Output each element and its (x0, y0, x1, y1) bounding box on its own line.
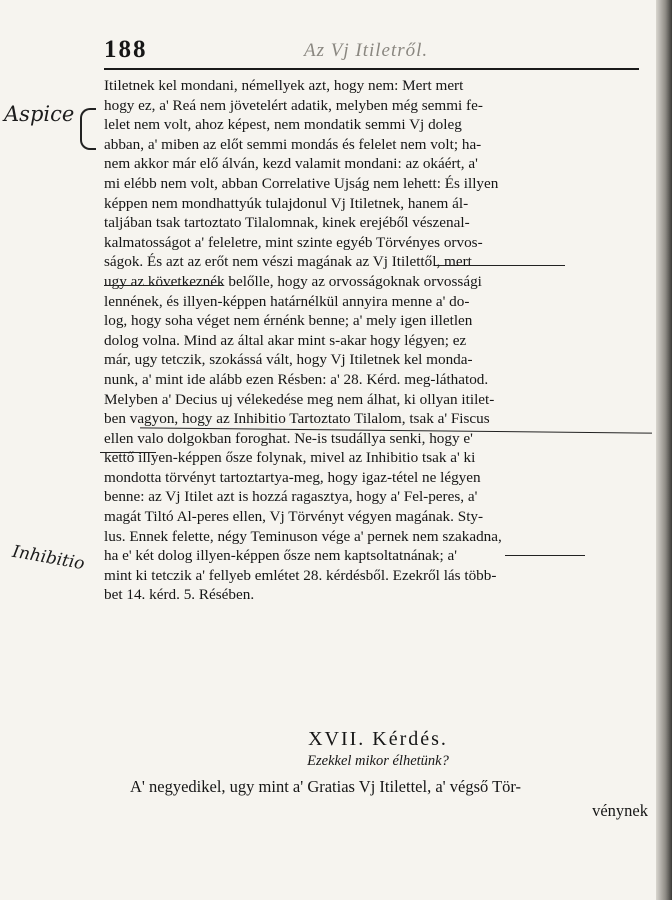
text-line: ellen valo dolgokban foroghat. Ne-is tsudállya senki, hogy e' (104, 429, 473, 447)
page-header (104, 36, 644, 76)
text-line: kettő illyen-képpen ősze folynak, mivel az Inhibitio tsak a' ki (104, 449, 476, 467)
text-line: nem akkor már elő álván, kezd valamit mondani: az okáért, a' (104, 155, 478, 173)
text-line: Itiletnek kel mondani, némellyek azt, hogy nem: Mert mert (104, 77, 464, 94)
handwritten-underline (505, 555, 585, 556)
header-rule (104, 68, 639, 70)
body-text (104, 76, 652, 605)
text-line: log, hogy soha véget nem érnénk benne; a' mely igen illetlen (104, 312, 473, 330)
text-line: magát Tiltó Al-peres ellen, Vj Törvényt végyen magának. Sty- (104, 508, 484, 526)
text-line: lennének, és illyen-képpen határnélkül annyira menne a' do- (104, 292, 470, 310)
text-line: ha e' két dolog illyen-képpen ősze nem kaptsoltatnának; a' (104, 547, 457, 565)
text-line: kalmatosságot a' feleletre, mint szinte egyéb Törvényes orvos- (104, 233, 483, 251)
text-line: abban, a' miben az előt semmi mondás és felelet nem volt; ha- (104, 135, 482, 153)
text-line: mondotta törvényt tartoztartya-meg, hogy igaz-tétel ne légyen (104, 468, 481, 486)
text-line: ságok. És azt az erőt nem vészi magának az Vj Itilettől, mert (104, 253, 472, 271)
section-text (130, 775, 650, 823)
text-line: már, ugy tetczik, szokássá vált, hogy Vj Itiletnek kel monda- (104, 351, 473, 369)
text-line: lus. Ennek felette, négy Teminuson vége a' pernek nem szakadna, (104, 527, 502, 545)
margin-note-inhibitio: Inhibitio (10, 541, 87, 575)
handwritten-underline (100, 452, 156, 453)
text-line: mint ki tetczik a' fellyeb emlétet 28. kérdésből. Ezekről lás több- (104, 566, 497, 584)
text-line: lelet nem volt, ahoz képest, nem mondatik semmi Vj doleg (104, 116, 462, 134)
margin-bracket (80, 108, 96, 150)
text-line: A' negyedikel, ugy mint a' Gratias Vj Itilettel, a' végső Tör- (130, 777, 522, 796)
section-subheading: Ezekkel mikor élhetünk? (307, 753, 449, 769)
handwritten-underline (435, 265, 565, 266)
text-line: hogy ez, a' Reá nem jövetelért adatik, melyben még semmi fe- (104, 96, 483, 114)
text-line: képpen nem mondhattyúk tulajdonul Vj Itiletnek, hanem ál- (104, 194, 469, 212)
page-number: 188 (104, 36, 148, 63)
handwritten-underline (104, 285, 222, 286)
text-line: ben vagyon, hogy az Inhibitio Tartoztato Tilalom, tsak a' Fiscus (104, 410, 490, 428)
text-line: benne: az Vj Itilet azt is hozzá ragasztya, hogy a' Fel-peres, a' (104, 488, 478, 506)
text-line: bet 14. kérd. 5. Résében. (104, 586, 255, 604)
text-line: taljában tsak tartoztato Tilalomnak, kinek erejéből vészenal- (104, 214, 470, 232)
text-line: vénynek (592, 801, 648, 820)
text-line: dolog volna. Mind az által akar mint s-akar hogy légyen; ez (104, 331, 467, 349)
text-line: ugy az következnék belőlle, hogy az orvosságoknak orvossági (104, 272, 482, 290)
book-spine-shadow (656, 0, 672, 900)
section-heading: XVII. Kérdés. (308, 728, 448, 750)
running-head: Az Vj Itiletről. (304, 40, 429, 61)
margin-note-aspice: Aspice (4, 102, 75, 126)
text-line: Melyben a' Decius uj vélekedése meg nem álhat, ki ollyan itilet- (104, 390, 495, 408)
text-line: mi elébb nem volt, abban Correlative Ujság nem lehett: És illyen (104, 174, 499, 192)
text-line: nunk, a' mint ide alább ezen Résben: a' 28. Kérd. meg-láthatod. (104, 370, 489, 388)
